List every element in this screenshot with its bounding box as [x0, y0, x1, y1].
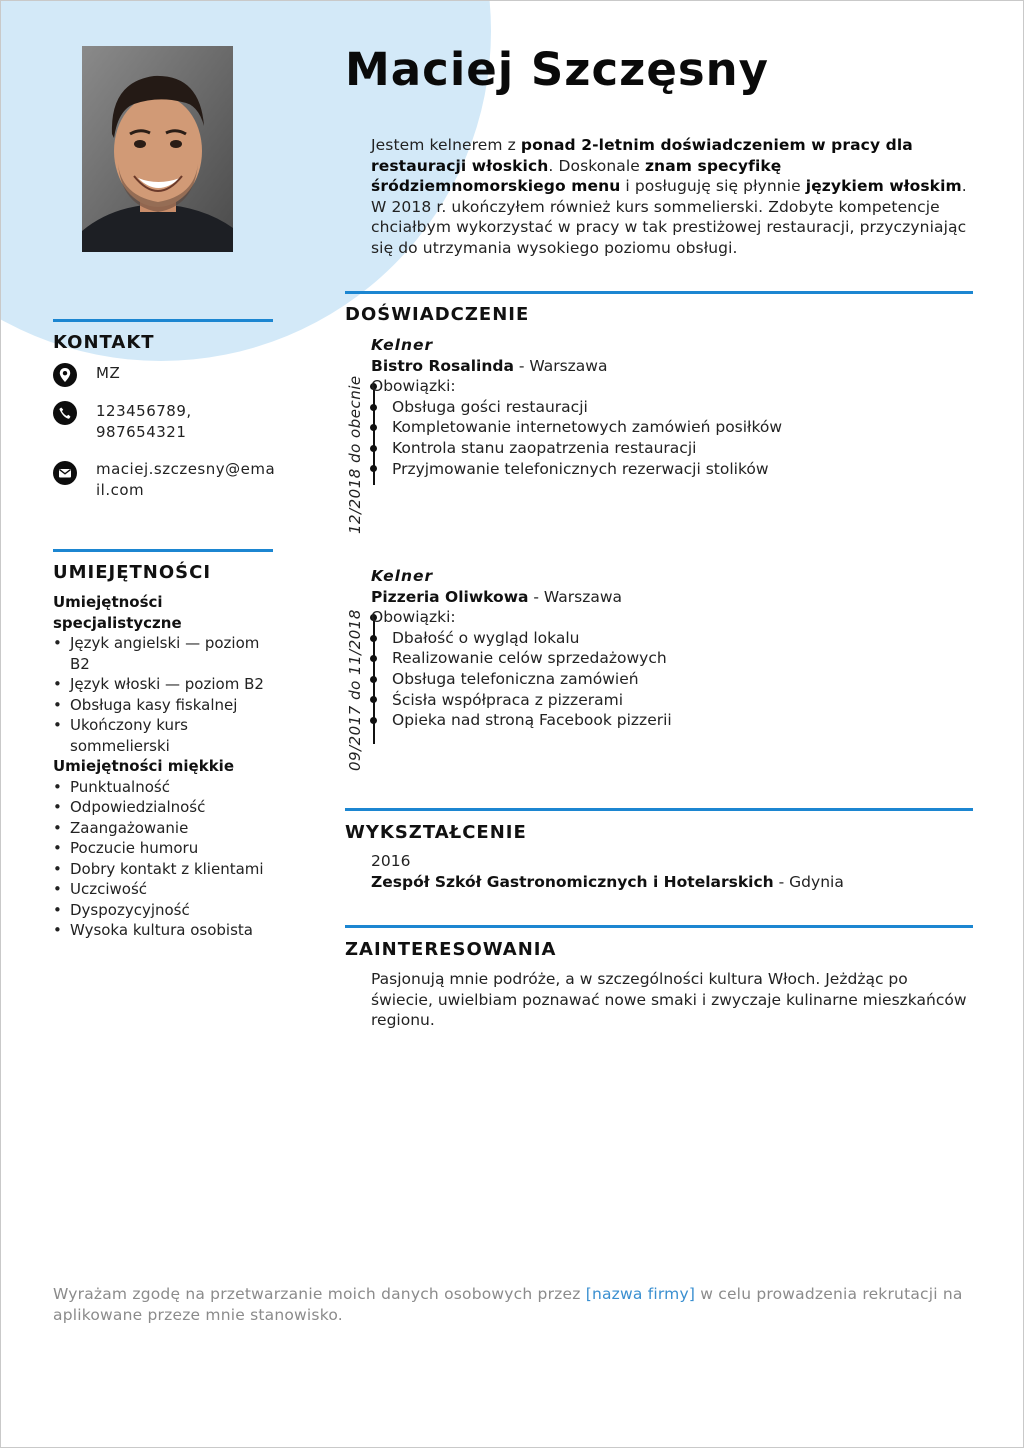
job-duties-list: [392, 397, 971, 479]
skills-heading: UMIEJĘTNOŚCI: [53, 562, 212, 583]
phone-line: 987654321: [96, 422, 187, 441]
job-duties-label: Obowiązki:: [371, 377, 456, 396]
job-entry: [371, 335, 971, 479]
education-year: 2016: [371, 852, 411, 870]
skills-soft-label: Umiejętności miękkie: [53, 757, 234, 775]
experience-divider: [345, 291, 973, 294]
job-entry: [371, 566, 971, 731]
education-entry: [371, 851, 844, 893]
job-duties-label: Obowiązki:: [371, 608, 456, 627]
job-company: Pizzeria Oliwkowa: [371, 587, 529, 606]
profile-summary: [371, 135, 971, 259]
contact-email[interactable]: [96, 459, 275, 500]
list-item: • Odpowiedzialność: [53, 797, 278, 818]
list-item: • Obsługa kasy fiskalnej: [53, 695, 278, 716]
list-item: • Dyspozycyjność: [53, 900, 278, 921]
list-item: Ścisła współpraca z pizzerami: [392, 690, 624, 709]
list-item: Obsługa gości restauracji: [392, 397, 588, 416]
summary-part: i posługuję się płynnie: [620, 177, 806, 196]
consent-company-placeholder: [nazwa firmy]: [585, 1285, 696, 1303]
job-location: - Warszawa: [528, 587, 623, 606]
contact-location: MZ: [96, 364, 121, 382]
job-role: Kelner: [371, 567, 434, 585]
envelope-icon: [53, 461, 77, 485]
summary-part-bold: językiem włoskim: [805, 177, 962, 196]
education-heading: WYKSZTAŁCENIE: [345, 822, 527, 843]
list-item: Dbałość o wygląd lokalu: [392, 628, 580, 647]
summary-part: Jestem kelnerem z: [371, 136, 521, 154]
consent-text: Wyrażam zgodę na przetwarzanie moich danych osobowych przez: [53, 1285, 586, 1303]
list-item: • Wysoka kultura osobista: [53, 920, 278, 941]
list-item: • Uczciwość: [53, 879, 278, 900]
list-item: Przyjmowanie telefonicznych rezerwacji stolików: [392, 459, 769, 478]
skills-specialist-label: Umiejętności specjalistyczne: [53, 593, 182, 632]
gdpr-consent: [53, 1284, 973, 1326]
list-item: • Język włoski — poziom B2: [53, 674, 278, 695]
education-school: Zespół Szkół Gastronomicznych i Hotelarskich: [371, 873, 774, 891]
contact-phone: [96, 401, 192, 442]
job-company: Bistro Rosalinda: [371, 356, 514, 375]
contact-heading: KONTAKT: [53, 332, 155, 353]
skills-block: [53, 592, 278, 941]
job-location: - Warszawa: [513, 356, 608, 375]
list-item: Kontrola stanu zaopatrzenia restauracji: [392, 438, 697, 457]
job-dates: 12/2018 do obecnie: [346, 375, 364, 534]
skills-divider: [53, 549, 273, 552]
list-item: Kompletowanie internetowych zamówień posiłków: [392, 418, 783, 437]
phone-icon: [53, 401, 77, 425]
experience-heading: DOŚWIADCZENIE: [345, 304, 530, 325]
candidate-name: Maciej Szczęsny: [345, 43, 769, 96]
list-item: • Język angielski — poziom B2: [53, 633, 278, 674]
list-item: Opieka nad stroną Facebook pizzerii: [392, 711, 672, 730]
consent-text: w celu prowadzenia rekrutacji na aplikowane przeze mnie stanowisko.: [53, 1285, 963, 1324]
education-location: - Gdynia: [773, 873, 844, 891]
list-item: • Zaangażowanie: [53, 818, 278, 839]
location-pin-icon: [53, 363, 77, 387]
list-item: • Poczucie humoru: [53, 838, 278, 859]
email-line: maciej.szczesny@ema: [96, 460, 276, 478]
skills-specialist-list: [53, 633, 278, 756]
job-dates: 09/2017 do 11/2018: [346, 609, 364, 771]
job-company-line: [371, 356, 971, 377]
interests-heading: ZAINTERESOWANIA: [345, 939, 557, 960]
job-duties-list: [392, 628, 971, 731]
profile-photo: [82, 46, 233, 252]
list-item: • Ukończony kurs sommelierski: [53, 715, 278, 756]
education-divider: [345, 808, 973, 811]
summary-part-bold: ponad 2-letnim doświadczeniem w pracy dla restauracji włoskich: [371, 136, 913, 175]
interests-divider: [345, 925, 973, 928]
job-company-line: [371, 587, 971, 608]
summary-part-bold: znam specyfikę śródziemnomorskiego menu: [371, 156, 782, 196]
list-item: • Dobry kontakt z klientami: [53, 859, 278, 880]
education-school-line: [371, 872, 844, 893]
summary-part: . W 2018 r. ukończyłem również kurs sommelierski. Zdobyte kompetencje chciałbym wykorzystać w pracy w tak prestiżowej restauracji, przyczyniając się do utrzymania wysokiego poziomu obsługi.: [371, 177, 967, 257]
list-item: • Punktualność: [53, 777, 278, 798]
interests-text: Pasjonują mnie podróże, a w szczególności kultura Włoch. Jeżdżąc po świecie, uwielbiam poznawać nowe smaki i zwyczaje kulinarne mieszkańców regionu.: [371, 970, 967, 1030]
list-item: Obsługa telefoniczna zamówień: [392, 669, 639, 688]
list-item: Realizowanie celów sprzedażowych: [392, 649, 667, 668]
summary-part: . Doskonale: [548, 156, 645, 175]
skills-soft-list: [53, 777, 278, 941]
job-role: Kelner: [371, 336, 434, 354]
phone-line: 123456789,: [96, 402, 192, 420]
contact-divider: [53, 319, 273, 322]
email-line: il.com: [96, 480, 145, 499]
